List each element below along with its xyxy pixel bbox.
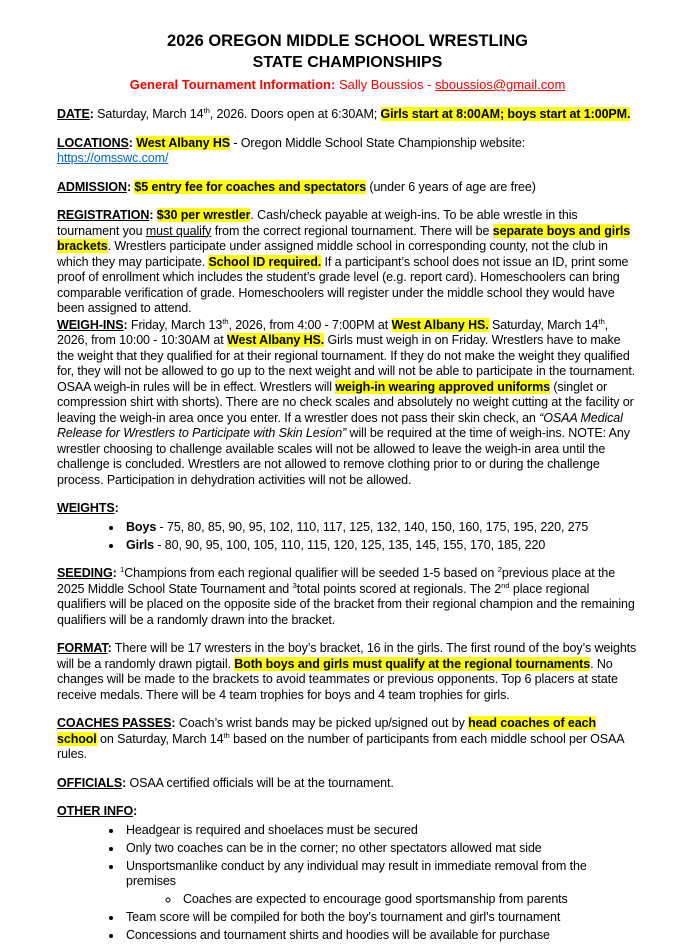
text-run: - 75, 80, 85, 90, 95, 102, 110, 117, 125, 132, 140, 150, 160, 175, 195, 220, 275 bbox=[156, 519, 589, 534]
text-run: OSAA certified officials will be at the tournament. bbox=[126, 775, 394, 790]
highlighted-text: Girls start at 8:00AM; boys start at 1:00PM. bbox=[380, 107, 631, 121]
text-run: Headgear is required and shoelaces must be secured bbox=[126, 822, 418, 837]
section-heading: OFFICIALS bbox=[57, 775, 123, 790]
list-item bbox=[123, 910, 638, 926]
superscript: th bbox=[223, 730, 230, 740]
text-run: . Cash/check payable at weigh-ins. To be able wrestle in this tournament you bbox=[57, 208, 578, 238]
section-heading: FORMAT bbox=[57, 641, 108, 655]
list-item bbox=[123, 538, 638, 554]
list-item bbox=[123, 823, 638, 839]
superscript: th bbox=[203, 105, 210, 115]
document-body bbox=[57, 107, 638, 944]
section-heading: REGISTRATION bbox=[57, 208, 150, 222]
highlighted-text: $5 entry fee for coaches and spectators bbox=[134, 179, 367, 194]
page-title: 2026 OREGON MIDDLE SCHOOL WRESTLING bbox=[167, 32, 528, 50]
seeding-paragraph bbox=[57, 566, 638, 628]
text-run: : bbox=[122, 775, 127, 790]
text-run: “OSAA Medical Release for Wrestlers to Participate with Skin Lesion” bbox=[57, 410, 623, 440]
section-heading: DATE bbox=[57, 107, 90, 121]
weights-heading bbox=[57, 501, 638, 517]
text-run: : bbox=[123, 317, 128, 332]
text-run: place regional qualifiers will be placed on the opposite side of the bracket from their regional champion and the remaining qualifiers will be a randomly drawn into the bracket. bbox=[57, 581, 635, 627]
other-info-heading bbox=[57, 804, 638, 820]
list-item bbox=[123, 928, 638, 944]
superscript: th bbox=[222, 316, 229, 326]
page-subtitle: STATE CHAMPIONSHIPS bbox=[252, 54, 443, 71]
text-run: will be required at the time of weigh-ins. NOTE: Any wrestler choosing to challenge available scales will not be allowed to leave the weigh-in area until the challenge is concluded. Wrestlers are not allowed to remove clothing prior to or during the challenge process. Participation in dehydration activities will not be allowed. bbox=[57, 426, 630, 487]
text-run: Saturday, March 14 bbox=[488, 317, 599, 332]
list-item bbox=[180, 892, 638, 908]
officials-paragraph bbox=[57, 776, 638, 792]
highlighted-text: West Albany HS bbox=[136, 135, 230, 150]
text-run: based on the number of participants from each middle school per OSAA rules. bbox=[57, 731, 624, 761]
text-run: : bbox=[171, 716, 176, 730]
highlighted-text: separate boys and girls brackets bbox=[57, 223, 631, 253]
document-header bbox=[57, 30, 638, 94]
highlighted-text: School ID required. bbox=[208, 254, 322, 269]
highlighted-text: West Albany HS. bbox=[391, 317, 489, 332]
text-run: , 2026. Doors open at 6:30AM; bbox=[209, 107, 381, 121]
text-run: . Wrestlers participate under assigned middle school in corresponding county, not the club in which they may participate. bbox=[57, 239, 608, 269]
text-run: , 2026, from 10:00 - 10:30AM at bbox=[57, 317, 609, 347]
section-heading: ADMISSION bbox=[57, 179, 127, 194]
text-run: Saturday, March 14 bbox=[93, 107, 204, 121]
text-run: There will be 17 wresters in the boy’s bracket, 16 in the girls. The first round of the boy’s weights will be a randomly drawn pigtail. bbox=[57, 641, 637, 671]
text-run: Boys bbox=[126, 519, 157, 534]
superscript: 2 bbox=[497, 564, 502, 574]
superscript: nd bbox=[501, 580, 510, 590]
admission-paragraph bbox=[57, 180, 638, 196]
section-heading: LOCATIONS bbox=[57, 135, 129, 150]
text-run: : bbox=[126, 179, 132, 194]
text-run: total points scored at regionals. The 2 bbox=[296, 581, 502, 596]
text-run: , 2026, from 4:00 - 7:00PM at bbox=[228, 317, 392, 332]
text-run: Unsportsmanlike conduct by any individual may result in immediate removal from the premises bbox=[126, 858, 587, 888]
section-heading: COACHES PASSES bbox=[57, 716, 172, 730]
text-run: General Tournament Information: bbox=[129, 77, 336, 92]
text-run: If a participant’s school does not issue an ID, print some proof of enrollment which includes the student’s grade level (e.g. report card). Homeschoolers can bring comparable verification of grade. Homeschoolers will register under the middle school they would have been assigned to attend. bbox=[57, 254, 629, 315]
email-link[interactable]: sboussios@gmail.com bbox=[435, 77, 566, 92]
superscript: 1 bbox=[120, 564, 125, 574]
text-run: : bbox=[133, 804, 138, 818]
highlighted-text: weigh-in wearing approved uniforms bbox=[335, 379, 550, 394]
text-run: Champions from each regional qualifier will be seeded 1-5 based on bbox=[124, 566, 498, 580]
format-paragraph bbox=[57, 641, 638, 703]
section-heading: WEIGH-INS bbox=[57, 317, 124, 332]
text-run: - Oregon Middle School State Championship website: bbox=[230, 135, 526, 150]
highlighted-text: $30 per wrestler bbox=[156, 208, 251, 222]
text-run: Friday, March 13 bbox=[127, 317, 223, 332]
weigh-ins-paragraph bbox=[57, 318, 638, 489]
text-run: Girls must weigh in on Friday. Wrestlers have to make the weight that they qualified for at their regional tournament. If they do not make the weight they qualified for, they will not be allowed to go up to the next weight and will not be able to participate in the tournament. OSAA weigh-in rules will be in effect. Wrestlers will bbox=[57, 333, 636, 394]
website-link[interactable]: https://omsswc.com/ bbox=[57, 151, 169, 165]
text-run: : bbox=[114, 501, 119, 515]
text-run: - 80, 90, 95, 100, 105, 110, 115, 120, 125, 135, 145, 155, 170, 185, 220 bbox=[154, 537, 546, 552]
text-run: Coaches are expected to encourage good sportsmanship from parents bbox=[183, 892, 568, 906]
text-run: : bbox=[107, 641, 112, 655]
list-item bbox=[123, 841, 638, 857]
text-run: on Saturday, March 14 bbox=[96, 731, 224, 746]
text-run: : bbox=[128, 135, 133, 150]
coaches-passes-paragraph bbox=[57, 716, 638, 763]
text-run: (singlet or compression shirt with shorts). There are no check scales and absolutely no weight cutting at the facility or leaving the weigh-in area once you enter. If a wrestler does not pass their skin check, an bbox=[57, 379, 634, 425]
text-run: Team score will be compiled for both the boy’s tournament and girl’s tournament bbox=[126, 910, 561, 924]
superscript: 3 bbox=[292, 580, 297, 590]
weights-list bbox=[57, 520, 638, 554]
superscript: th bbox=[598, 316, 605, 326]
other-info-list bbox=[57, 823, 638, 944]
text-run: Girls bbox=[126, 537, 154, 552]
text-run: previous place at the 2025 Middle School State Tournament and bbox=[57, 566, 616, 596]
text-run: from the correct regional tournament. There will be bbox=[211, 223, 493, 238]
section-heading: SEEDING bbox=[57, 566, 113, 580]
sub-list bbox=[126, 892, 638, 908]
text-run: Only two coaches can be in the corner; no other spectators allowed mat side bbox=[126, 840, 542, 855]
date-paragraph bbox=[57, 107, 638, 123]
locations-paragraph bbox=[57, 136, 638, 167]
text-run: Concessions and tournament shirts and hoodies will be available for purchase bbox=[126, 928, 550, 942]
text-run: : bbox=[149, 208, 154, 222]
list-item bbox=[123, 520, 638, 536]
text-run: Sally Boussios - bbox=[335, 77, 436, 92]
text-run: Coach’s wrist bands may be picked up/signed out by bbox=[175, 716, 469, 730]
section-heading: WEIGHTS bbox=[57, 501, 115, 515]
text-run: : bbox=[112, 566, 117, 580]
highlighted-text: Both boys and girls must qualify at the regional tournaments bbox=[234, 656, 591, 671]
highlighted-text: head coaches of each school bbox=[57, 716, 597, 746]
contact-line bbox=[57, 75, 638, 94]
list-item bbox=[123, 859, 638, 908]
text-run: . No changes will be made to the brackets to avoid teammates or previous opponents. Top 6 placers at state receive medals. There will be 4 team trophies for boys and 4 team trophies for girls. bbox=[57, 656, 618, 702]
text-run: : bbox=[89, 107, 94, 121]
text-run: must qualify bbox=[145, 223, 212, 238]
section-heading: OTHER INFO bbox=[57, 804, 134, 818]
text-run: (under 6 years of age are free) bbox=[366, 179, 536, 194]
highlighted-text: West Albany HS. bbox=[227, 333, 325, 347]
registration-paragraph bbox=[57, 208, 638, 317]
